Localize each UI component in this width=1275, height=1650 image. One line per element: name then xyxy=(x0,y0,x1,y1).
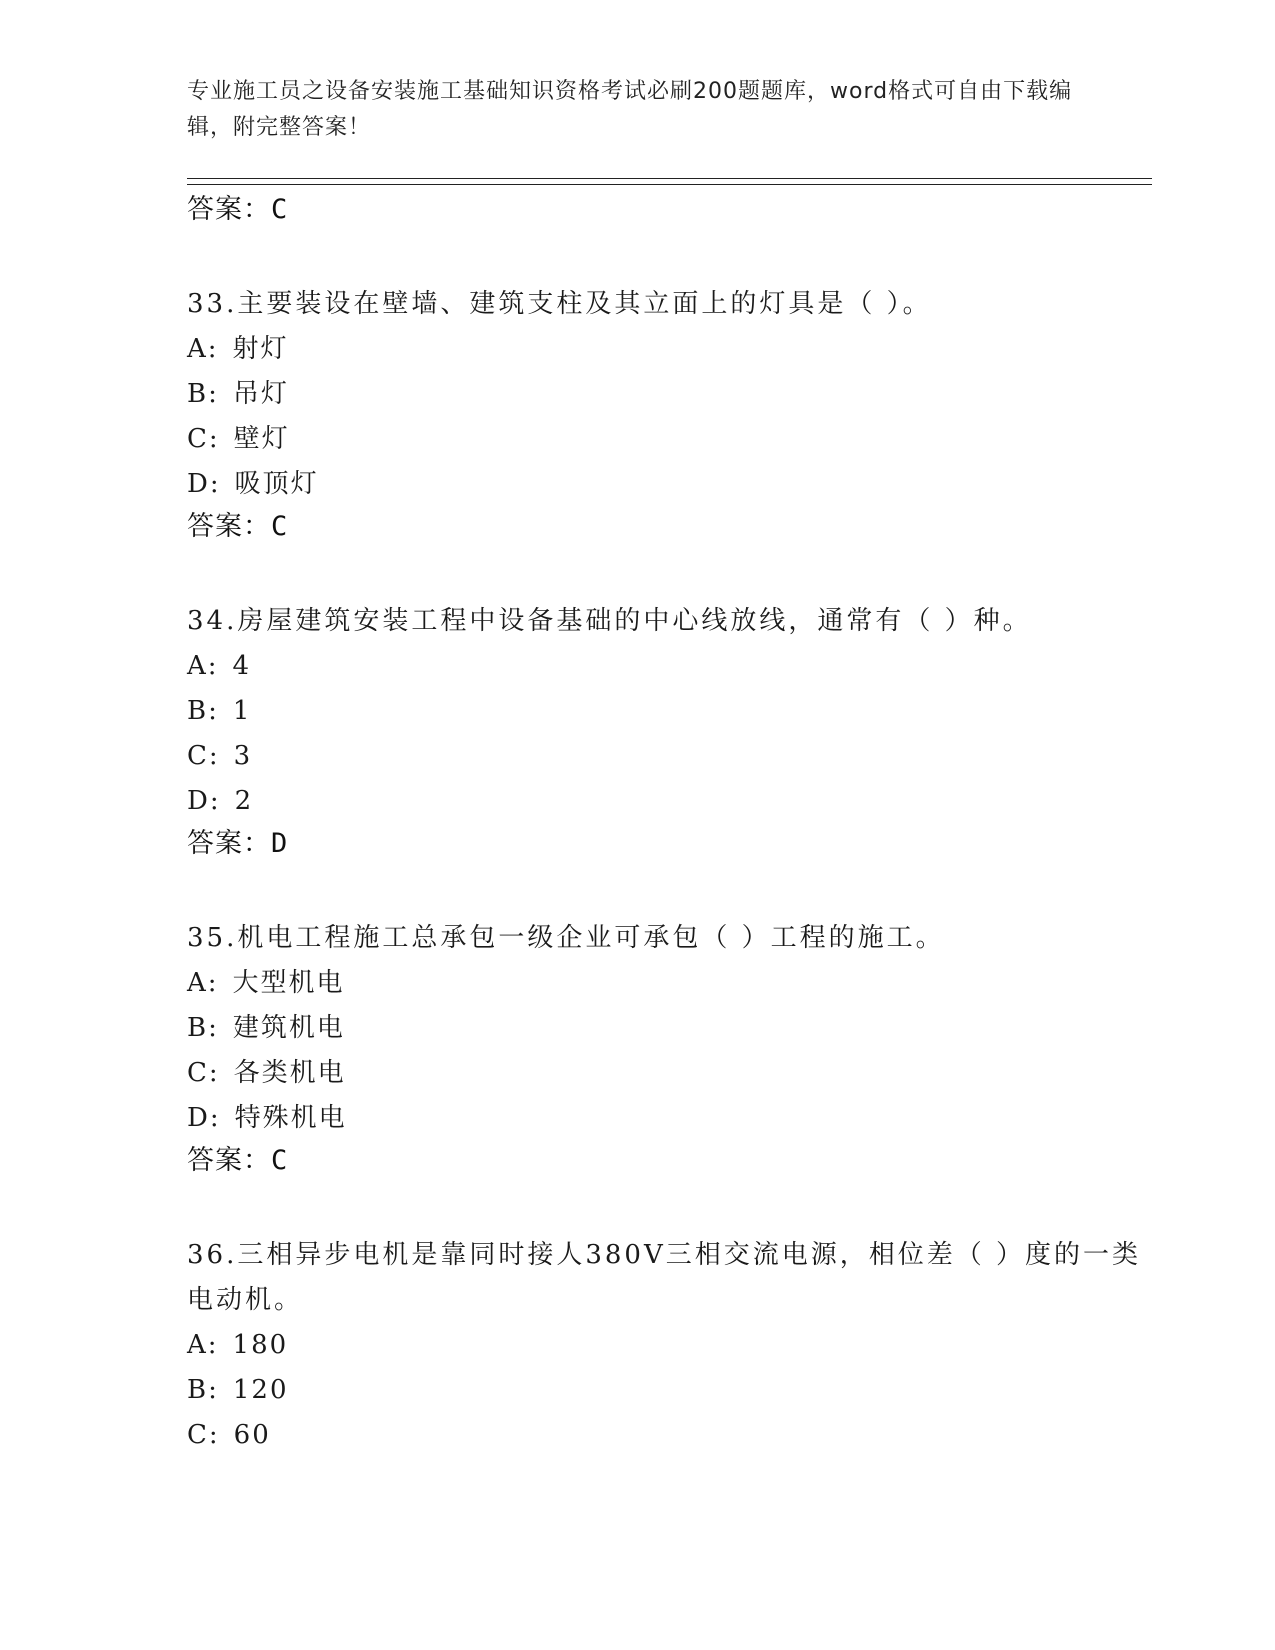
option-key: C: xyxy=(187,1420,220,1450)
question-stem: 35.机电工程施工总承包一级企业可承包（ ）工程的施工。 xyxy=(187,923,945,953)
option-key: A: xyxy=(187,968,219,998)
option-b xyxy=(187,689,1147,734)
option-text: 1 xyxy=(232,696,252,726)
answer-label: 答案： xyxy=(187,511,271,542)
option-text: 4 xyxy=(232,651,252,681)
answer-value: C xyxy=(271,511,289,542)
option-c xyxy=(187,417,1147,462)
option-key: C: xyxy=(187,424,220,454)
option-c xyxy=(187,1413,1147,1458)
option-text: 120 xyxy=(232,1375,289,1405)
answer-line xyxy=(187,507,1147,547)
question-stem: 34.房屋建筑安装工程中设备基础的中心线放线，通常有（ ）种。 xyxy=(187,606,1032,636)
page-header xyxy=(187,74,1087,146)
option-key: A: xyxy=(187,1330,219,1360)
option-b xyxy=(187,1368,1147,1413)
answer-label: 答案： xyxy=(187,194,271,225)
option-key: B: xyxy=(187,1375,219,1405)
answer-value: D xyxy=(271,828,289,859)
answer-line xyxy=(187,1141,1147,1181)
option-a xyxy=(187,327,1147,372)
answer-label: 答案： xyxy=(187,1145,271,1176)
option-key: D: xyxy=(187,469,221,499)
option-key: B: xyxy=(187,696,219,726)
answer-value: C xyxy=(271,194,289,225)
option-text: 吸顶灯 xyxy=(234,469,319,499)
option-text: 2 xyxy=(234,786,254,816)
option-key: B: xyxy=(187,1013,219,1043)
option-text: 各类机电 xyxy=(233,1058,346,1088)
option-key: C: xyxy=(187,741,220,771)
question-34 xyxy=(187,599,1147,864)
option-text: 180 xyxy=(232,1330,289,1360)
header-title: 专业施工员之设备安装施工基础知识资格考试必刷200题题库，word格式可自由下载编辑，附完整答案！ xyxy=(187,79,1073,140)
option-d xyxy=(187,779,1147,824)
option-text: 3 xyxy=(233,741,253,771)
option-key: D: xyxy=(187,1103,221,1133)
question-35 xyxy=(187,916,1147,1181)
option-text: 60 xyxy=(233,1420,271,1450)
option-c xyxy=(187,1051,1147,1096)
option-key: C: xyxy=(187,1058,220,1088)
option-text: 壁灯 xyxy=(233,424,290,454)
option-text: 射灯 xyxy=(232,334,289,364)
answer-label: 答案： xyxy=(187,828,271,859)
question-33 xyxy=(187,282,1147,547)
option-key: A: xyxy=(187,651,219,681)
option-a xyxy=(187,961,1147,1006)
option-c xyxy=(187,734,1147,779)
option-key: A: xyxy=(187,334,219,364)
header-divider xyxy=(187,178,1152,185)
question-36 xyxy=(187,1233,1147,1458)
option-key: D: xyxy=(187,786,221,816)
question-list xyxy=(187,190,1147,1458)
answer-value: C xyxy=(271,1145,289,1176)
option-a xyxy=(187,1323,1147,1368)
option-b xyxy=(187,372,1147,417)
option-d xyxy=(187,1096,1147,1141)
option-text: 大型机电 xyxy=(232,968,345,998)
option-b xyxy=(187,1006,1147,1051)
option-d xyxy=(187,462,1147,507)
option-text: 建筑机电 xyxy=(232,1013,345,1043)
option-a xyxy=(187,644,1147,689)
option-text: 吊灯 xyxy=(232,379,289,409)
question-stem: 33.主要装设在壁墙、建筑支柱及其立面上的灯具是（ ）。 xyxy=(187,289,932,319)
answer-line xyxy=(187,824,1147,864)
question-stem: 36.三相异步电机是靠同时接人380V三相交流电源，相位差（ ）度的一类电动机。 xyxy=(187,1240,1142,1315)
option-text: 特殊机电 xyxy=(234,1103,347,1133)
option-key: B: xyxy=(187,379,219,409)
answer-line xyxy=(187,190,1147,230)
